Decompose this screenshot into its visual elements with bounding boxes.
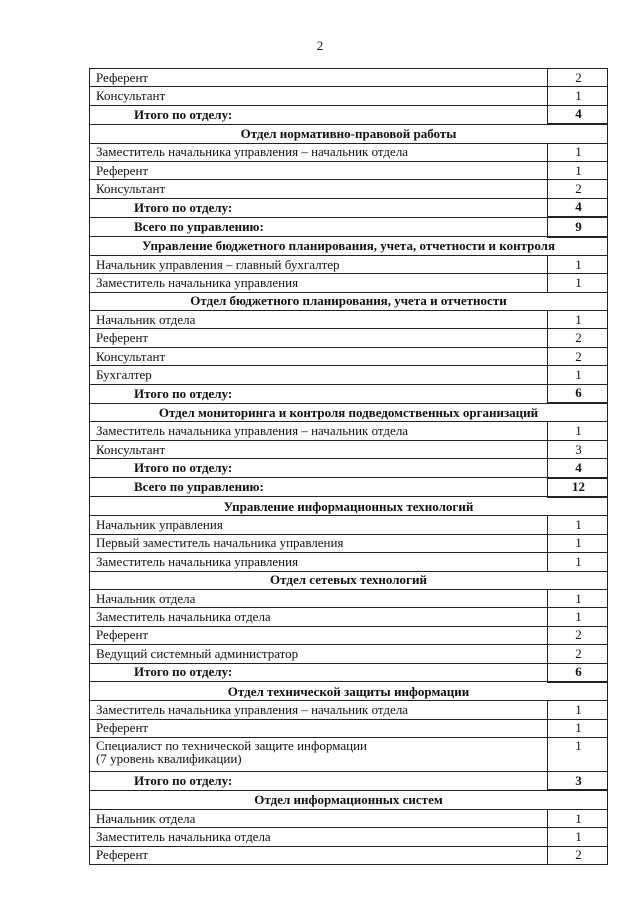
position-row — [90, 311, 608, 329]
position-count: 1 — [548, 701, 608, 719]
position-title: Консультант — [90, 180, 548, 198]
total-row — [90, 105, 608, 124]
position-count: 1 — [548, 534, 608, 552]
total-label: Итого по отделу: — [90, 663, 548, 682]
position-row — [90, 329, 608, 347]
total-count: 4 — [548, 105, 608, 124]
position-row — [90, 347, 608, 365]
position-row — [90, 366, 608, 384]
position-title: Заместитель начальника отдела — [90, 828, 548, 846]
position-count: 1 — [548, 143, 608, 161]
total-count: 4 — [548, 459, 608, 478]
total-row — [90, 478, 608, 497]
section-heading: Управление бюджетного планирования, учета, отчетности и контроля — [90, 237, 608, 256]
position-count: 1 — [548, 553, 608, 571]
position-count: 2 — [548, 69, 608, 87]
total-row — [90, 459, 608, 478]
position-count: 1 — [548, 738, 608, 772]
section-heading-row — [90, 497, 608, 516]
position-row — [90, 161, 608, 179]
position-title: Начальник отдела — [90, 589, 548, 607]
section-heading: Отдел сетевых технологий — [90, 571, 608, 589]
position-row — [90, 69, 608, 87]
position-row — [90, 589, 608, 607]
position-row — [90, 143, 608, 161]
total-count: 4 — [548, 198, 608, 217]
position-count: 1 — [548, 608, 608, 626]
section-heading: Управление информационных технологий — [90, 497, 608, 516]
position-row — [90, 809, 608, 827]
position-row — [90, 701, 608, 719]
position-title: Начальник отдела — [90, 311, 548, 329]
position-title: Заместитель начальника управления — [90, 274, 548, 292]
total-count: 6 — [548, 663, 608, 682]
position-row — [90, 738, 608, 772]
position-count: 1 — [548, 828, 608, 846]
position-count: 1 — [548, 161, 608, 179]
position-title: Референт — [90, 846, 548, 864]
position-title: Первый заместитель начальника управления — [90, 534, 548, 552]
total-row — [90, 217, 608, 236]
total-label: Итого по отделу: — [90, 105, 548, 124]
position-count: 2 — [548, 645, 608, 663]
section-heading: Отдел мониторинга и контроля подведомственных организаций — [90, 403, 608, 422]
position-count: 2 — [548, 347, 608, 365]
position-count: 2 — [548, 626, 608, 644]
total-count: 3 — [548, 772, 608, 791]
position-count: 1 — [548, 516, 608, 534]
position-row — [90, 274, 608, 292]
position-row — [90, 608, 608, 626]
position-title: Референт — [90, 626, 548, 644]
position-count: 1 — [548, 87, 608, 105]
position-title: Ведущий системный администратор — [90, 645, 548, 663]
position-count: 1 — [548, 366, 608, 384]
position-title: Консультант — [90, 440, 548, 458]
position-count: 1 — [548, 422, 608, 440]
staffing-table — [89, 68, 608, 865]
position-count: 1 — [548, 274, 608, 292]
position-count: 2 — [548, 846, 608, 864]
position-title: Референт — [90, 69, 548, 87]
position-count: 1 — [548, 719, 608, 737]
section-heading-row — [90, 292, 608, 310]
position-title: Заместитель начальника управления – начальник отдела — [90, 701, 548, 719]
position-title: Заместитель начальника управления – начальник отдела — [90, 422, 548, 440]
position-row — [90, 645, 608, 663]
total-label: Итого по отделу: — [90, 384, 548, 403]
section-heading-row — [90, 790, 608, 809]
section-heading: Отдел нормативно-правовой работы — [90, 124, 608, 143]
section-heading-row — [90, 403, 608, 422]
position-row — [90, 87, 608, 105]
total-count: 12 — [548, 478, 608, 497]
position-title: Референт — [90, 329, 548, 347]
position-title: Начальник отдела — [90, 809, 548, 827]
position-count: 2 — [548, 329, 608, 347]
section-heading: Отдел технической защиты информации — [90, 682, 608, 701]
position-title: Референт — [90, 161, 548, 179]
position-title: Референт — [90, 719, 548, 737]
position-title: Заместитель начальника управления — [90, 553, 548, 571]
section-heading-row — [90, 237, 608, 256]
position-title: Специалист по технической защите информации (7 уровень квалификации) — [90, 738, 548, 772]
position-row — [90, 255, 608, 273]
position-row — [90, 846, 608, 864]
section-heading-row — [90, 571, 608, 589]
position-count: 1 — [548, 589, 608, 607]
section-heading: Отдел бюджетного планирования, учета и отчетности — [90, 292, 608, 310]
position-title: Начальник управления — [90, 516, 548, 534]
position-count: 1 — [548, 809, 608, 827]
position-row — [90, 828, 608, 846]
position-row — [90, 719, 608, 737]
total-label: Всего по управлению: — [90, 217, 548, 236]
section-heading-row — [90, 682, 608, 701]
total-row — [90, 198, 608, 217]
position-row — [90, 626, 608, 644]
total-label: Итого по отделу: — [90, 459, 548, 478]
position-title: Заместитель начальника отдела — [90, 608, 548, 626]
position-title: Консультант — [90, 87, 548, 105]
position-row — [90, 440, 608, 458]
position-title: Начальник управления – главный бухгалтер — [90, 255, 548, 273]
page-number: 2 — [316, 38, 324, 53]
position-title: Бухгалтер — [90, 366, 548, 384]
total-count: 6 — [548, 384, 608, 403]
position-title: Заместитель начальника управления – начальник отдела — [90, 143, 548, 161]
total-label: Итого по отделу: — [90, 198, 548, 217]
position-count: 3 — [548, 440, 608, 458]
total-row — [90, 384, 608, 403]
position-title: Консультант — [90, 347, 548, 365]
total-label: Итого по отделу: — [90, 772, 548, 791]
total-label: Всего по управлению: — [90, 478, 548, 497]
position-row — [90, 553, 608, 571]
position-row — [90, 422, 608, 440]
section-heading-row — [90, 124, 608, 143]
position-count: 1 — [548, 255, 608, 273]
total-count: 9 — [548, 217, 608, 236]
position-row — [90, 180, 608, 198]
position-count: 2 — [548, 180, 608, 198]
staffing-table-body — [90, 69, 608, 865]
section-heading: Отдел информационных систем — [90, 790, 608, 809]
position-count: 1 — [548, 311, 608, 329]
total-row — [90, 772, 608, 791]
position-row — [90, 534, 608, 552]
total-row — [90, 663, 608, 682]
position-row — [90, 516, 608, 534]
